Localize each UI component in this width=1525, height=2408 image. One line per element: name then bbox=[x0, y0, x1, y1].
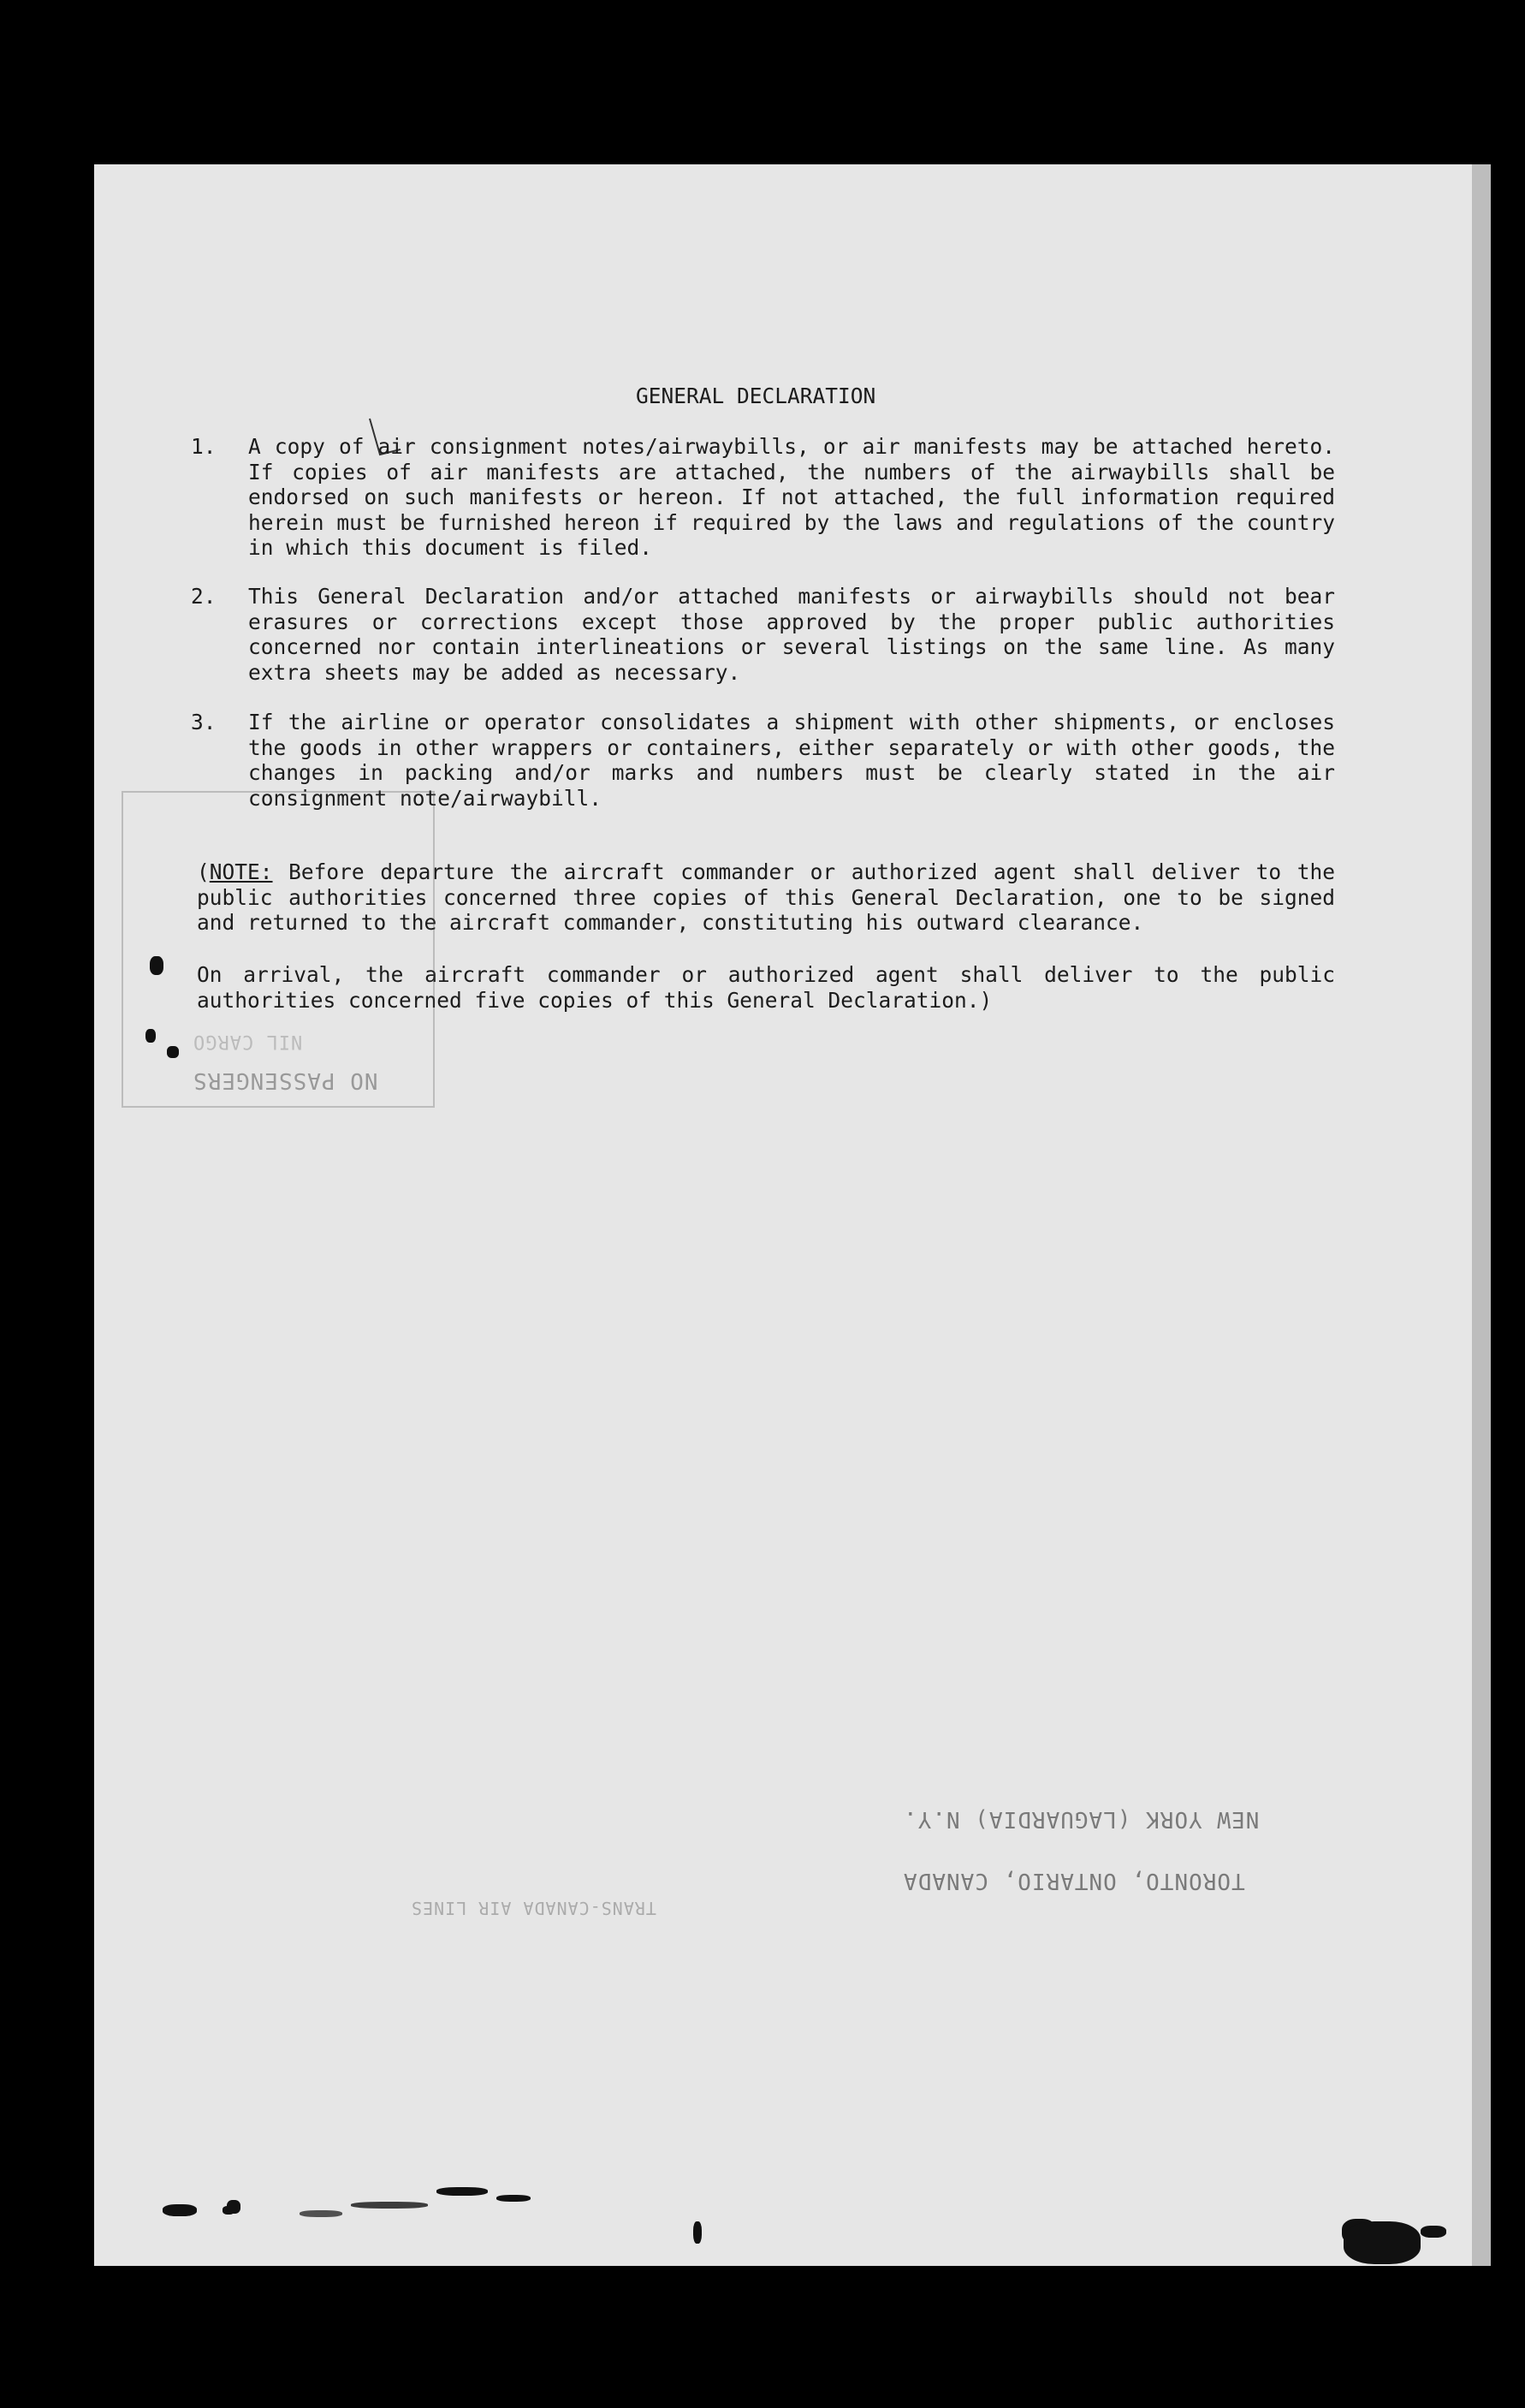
faint-stamp-box bbox=[122, 791, 435, 1108]
document-page bbox=[94, 164, 1472, 2266]
item-2-number: 2. bbox=[191, 584, 217, 609]
bleed-stamp-cargo: NIL CARGO bbox=[193, 1031, 303, 1052]
ink-blot bbox=[300, 2210, 342, 2217]
ink-blot bbox=[693, 2221, 702, 2244]
ink-blot bbox=[436, 2187, 488, 2196]
item-3-number: 3. bbox=[191, 710, 217, 734]
note-paragraph: (NOTE: Before departure the aircraft commander or authorized agent shall deliver to the public authorities concerned three copies of this General Declaration, one to be signed and returned to the aircraft commander, constituting his outward clearance. bbox=[197, 859, 1335, 935]
ink-blot bbox=[150, 956, 163, 975]
ink-blot bbox=[1421, 2226, 1446, 2238]
ink-blot bbox=[351, 2202, 428, 2209]
note-label: NOTE: bbox=[209, 859, 273, 884]
document-title: GENERAL DECLARATION bbox=[636, 383, 876, 408]
ink-blot bbox=[496, 2195, 531, 2202]
note-text: Before departure the aircraft commander or authorized agent shall deliver to the public authorities concerned three copies of this General Declaration, one to be signed and returned to the aircraft commander, constituting his outward clearance. bbox=[197, 859, 1335, 935]
bleed-line-newyork: NEW YORK (LAGUARDIA) N.Y. bbox=[903, 1806, 1260, 1832]
item-1-text: A copy of air consignment notes/airwaybills, or air manifests may be attached hereto. If copies of air manifests are attached, the numbers of the airwaybills shall be endorsed on such manifests or hereon. If not attached, the full information required herein must be furnished hereon if required by the laws and regulations of the country in which this document is filed. bbox=[248, 434, 1335, 560]
bleed-line-toronto: TORONTO, ONTARIO, CANADA bbox=[903, 1868, 1245, 1894]
page-edge bbox=[1472, 164, 1491, 2266]
bleed-stamp-passengers: NO PASSENGERS bbox=[193, 1067, 378, 1093]
ink-blot bbox=[167, 1046, 179, 1058]
item-3-text: If the airline or operator consolidates a shipment with other shipments, or encloses the goods in other wrappers or containers, either separately or with other goods, the changes in packing and/or marks and numbers must be clearly stated in the air consignment note/airwaybill. bbox=[248, 710, 1335, 811]
item-2-text: This General Declaration and/or attached manifests or airwaybills should not bear erasures or corrections except those approved by the proper public authorities concerned nor contain interlineations or several listings on the same line. As many extra sheets may be added as necessary. bbox=[248, 584, 1335, 685]
ink-blot bbox=[227, 2200, 240, 2214]
ink-blot bbox=[163, 2204, 197, 2216]
arrival-paragraph: On arrival, the aircraft commander or authorized agent shall deliver to the public authorities concerned five copies of this General Declaration.) bbox=[197, 962, 1335, 1013]
item-1-number: 1. bbox=[191, 434, 217, 459]
bleed-line-airline: TRANS-CANADA AIR LINES bbox=[411, 1898, 656, 1918]
ink-blot bbox=[1344, 2221, 1421, 2264]
ink-blot bbox=[145, 1029, 156, 1043]
